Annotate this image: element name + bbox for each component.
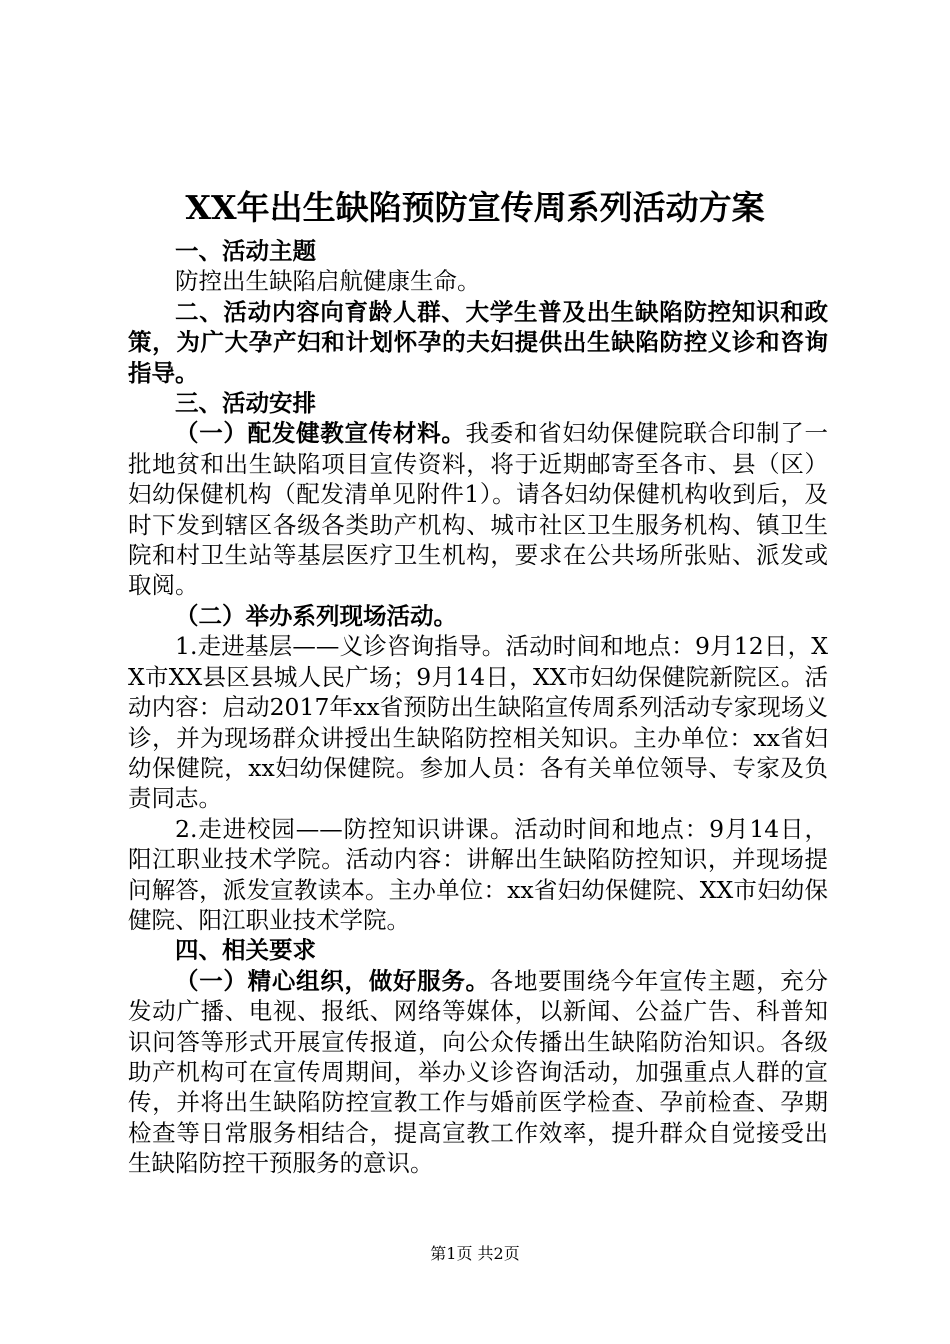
- paragraph: 1.走进基层——义诊咨询指导。活动时间和地点：9月12日，XX市XX县区县城人民广场；9月14日，XX市妇幼保健院新院区。活动内容：启动2017年xx省预防出生缺陷宣传周系列活动专家现场义诊，并为现场群众讲授出生缺陷防控相关知识。主办单位：xx省妇幼保健院，xx妇幼保健院。参加人员：各有关单位领导、专家及负责同志。: [128, 632, 828, 813]
- section-heading: 二、活动内容向育龄人群、大学生普及出生缺陷防控知识和政策，为广大孕产妇和计划怀孕的夫妇提供出生缺陷防控义诊和咨询指导。: [128, 297, 828, 387]
- paragraph: [128, 601, 828, 631]
- document-body: [128, 236, 828, 1179]
- section-heading: 一、活动主题: [175, 237, 316, 265]
- paragraph: [128, 966, 828, 1179]
- paragraph-lead: （二）举办系列现场活动。: [175, 601, 457, 630]
- paragraph: [128, 418, 828, 600]
- section-heading: 三、活动安排: [175, 389, 316, 418]
- paragraph-text: 我委和省妇幼保健院联合印制了一批地贫和出生缺陷项目宣传资料，将于近期邮寄至各市、县（区）妇幼保健机构（配发清单见附件1）。请各妇幼保健机构收到后，及时下发到辖区各级各类助产机构、城市社区卫生服务机构、镇卫生院和村卫生站等基层医疗卫生机构，要求在公共场所张贴、派发或取阅。: [128, 419, 829, 600]
- document-title: XX年出生缺陷预防宣传周系列活动方案: [185, 188, 765, 227]
- paragraph-text: 各地要围绕今年宣传主题，充分发动广播、电视、报纸、网络等媒体，以新闻、公益广告、科普知识问答等形式开展宣传报道，向公众传播出生缺陷防治知识。各级助产机构可在宣传周期间，举办义诊咨询活动，加强重点人群的宣传，并将出生缺陷防控宣教工作与婚前医学检查、孕前检查、孕期检查等日常服务相结合，提高宣教工作效率，提升群众自觉接受出生缺陷防控干预服务的意识。: [128, 966, 828, 1178]
- paragraph-lead: （一）配发健教宣传材料。: [175, 419, 466, 448]
- page-footer: 第1页 共2页: [430, 1244, 520, 1263]
- paragraph: 2.走进校园——防控知识讲课。活动时间和地点：9月14日，阳江职业技术学院。活动内容：讲解出生缺陷防控知识，并现场提问解答，派发宣教读本。主办单位：xx省妇幼保健院、XX市妇幼保健院、阳江职业技术学院。: [128, 814, 828, 934]
- paragraph: 防控出生缺陷启航健康生命。: [175, 267, 481, 296]
- section-heading: 四、相关要求: [175, 936, 316, 965]
- paragraph-lead: （一）精心组织，做好服务。: [175, 966, 490, 995]
